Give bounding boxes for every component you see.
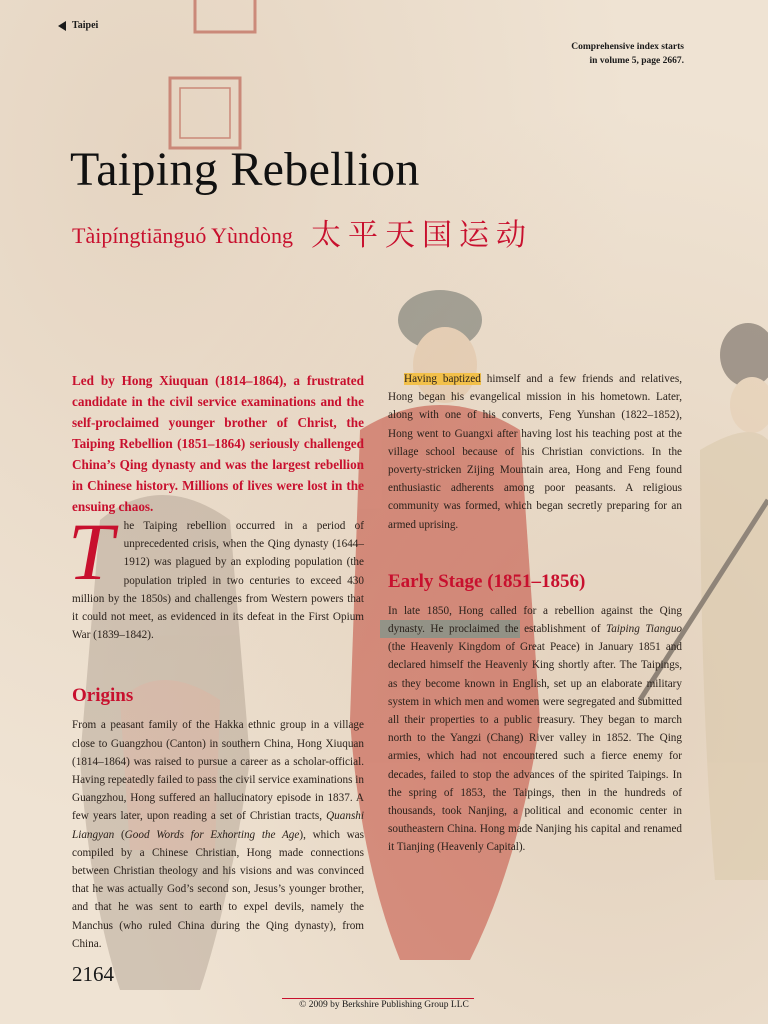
origins-p2-text: himself and a few friends and relatives, Hong began his evangelical mission in his hometown. Later, along with one of his converts, Feng Yunshan (1822–1852), Hong went to Guangxi after having lost his teaching post at the village school because of his Christian convictions. In the poverty-stricken Zijing Mountain area, Hong and Feng found enthusiastic adherents among poor peasants. A religious community was formed, which began secretly preparing for an armed uprising.: [388, 373, 682, 531]
origins-text-b: (: [114, 828, 125, 841]
early-text-a: In late 1850, Hong called for a rebellion against the Qing dynasty. He proclaimed the establishment of: [388, 604, 682, 636]
origins-text-c: ), which was compiled by a Chinese Christian, Hong made connections between Christian theology and his visions and was convinced that he was actually God’s second son, Jesus’s younger brother, and that he was sent to earth to expel devils, namely the Manchus (who ruled China during the Qing dynasty), from China.: [72, 828, 364, 950]
intro-paragraph: [68, 506, 364, 644]
highlighted-text[interactable]: Having baptized: [404, 373, 481, 385]
breadcrumb-back-link[interactable]: [58, 20, 98, 31]
lead-paragraph: Led by Hong Xiuquan (1814–1864), a frustrated candidate in the civil service examinations and the self-proclaimed younger brother of Christ, the Taiping Rebellion (1851–1864) seriously challenged China’s Qing dynasty and was the largest rebellion in Chinese history. Millions of lives were lost in the ensuing chaos.: [72, 373, 364, 514]
page-title: Taiping Rebellion: [70, 143, 420, 196]
origins-paragraph-2: [388, 370, 682, 534]
origins-paragraph-1: [72, 716, 364, 953]
right-column: [388, 370, 682, 857]
early-stage-paragraph: [388, 602, 682, 857]
drop-cap: T: [68, 506, 114, 597]
early-stage-heading: Early Stage (1851–1856): [388, 570, 586, 592]
early-text-b: (the Heavenly Kingdom of Great Peace) in January 1851 and declared himself the Heavenly King shortly after. The Taipings, as they become known in English, set up an elaborate military system in which men and women were segregated and submitted all their properties to a public treasury. They began to march north to the Yangzi (Chang) River valley in 1852. The Qing armies, which had not encountered such a fierce enemy for decades, failed to stop the advances of the spirited Taipings. In the spring of 1853, the Taipings, then in the hundreds of thousands, took Nanjing, a political and economic center in southeastern China. Hong made Nanjing his capital and renamed it Tianjing (Heavenly Capital).: [388, 641, 682, 854]
origins-heading: Origins: [72, 685, 134, 707]
origins-italic-2: Good Words for Exhorting the Age: [124, 828, 300, 841]
back-link-label: Taipei: [72, 20, 99, 31]
footer-rule: [282, 998, 474, 999]
index-note-line2: in volume 5, page 2667.: [589, 56, 684, 66]
seal-stamps: [170, 0, 255, 148]
intro-text: he Taiping rebellion occurred in a period of unprecedented crisis, when the Qing dynasty (1644–1912) was plagued by an exploding population (the population tripled in two centuries to exceed 430 million by the 1850s) and challenges from Western powers that it could not meet, as evidenced in its defeat in the First Opium War (1839–1842).: [72, 520, 364, 642]
origins-text-a: From a peasant family of the Hakka ethnic group in a village close to Guangzhou (Canton) in southern China, Hong Xiuquan (1814–1864) was raised to pursue a career as a scholar-official. Having repeatedly failed to pass the civil service examinations in Guangzhou, Hong suffered an hallucinatory episode in 1837. A few years later, upon reading a set of Christian tracts,: [72, 719, 364, 823]
subtitle-chinese: 太平天国运动: [311, 218, 533, 253]
copyright-footer: © 2009 by Berkshire Publishing Group LLC: [299, 1000, 469, 1010]
subtitle-pinyin: Tàipíngtiānguó Yùndòng: [72, 223, 293, 248]
page-subtitle: [72, 210, 533, 254]
early-italic: Taiping Tianguo: [606, 623, 683, 636]
index-note: [484, 40, 684, 68]
back-arrow-icon: [58, 21, 66, 31]
left-column: [68, 370, 364, 953]
page-number: 2164: [72, 962, 114, 986]
origins-italic-1: Quanshi Liangyan: [72, 810, 364, 841]
index-note-line1: Comprehensive index starts: [571, 42, 684, 52]
